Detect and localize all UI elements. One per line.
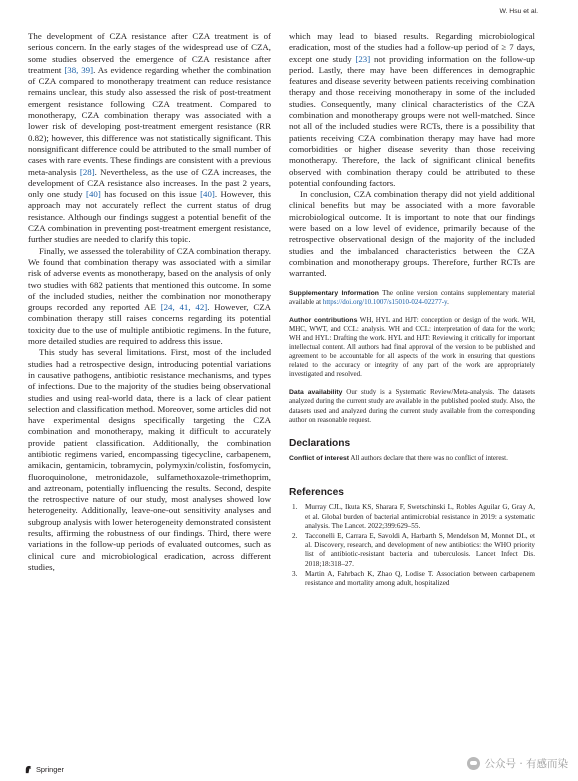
declarations-heading: Declarations <box>289 437 351 449</box>
reference-number: 3. <box>292 569 298 578</box>
springer-horse-icon <box>24 765 33 774</box>
reference-list <box>289 503 535 588</box>
body-paragraph <box>289 189 535 279</box>
paragraph-text: . As evidence regarding whether the combination of CZA compared to monotherapy treatment can reduce resistance remains unclear, this study also assessed the risk of post-treatment emergent resistance following CZA treatment. Compared to monotherapy, CZA combination therapy was associated with a lower risk of developing post-treatment emergent resistance (RR 0.82); however, this difference was not statistically significant. This nonsignificant difference could be attributed to the small number of cases with rare events. These findings are consistent with a previous meta-analysis <box>28 64 272 177</box>
reference-item <box>289 570 535 588</box>
author-contributions-label: Author contributions <box>289 316 358 324</box>
citation-link[interactable]: [40] <box>86 189 101 200</box>
paragraph-text: . However, this approach may not accurately reflect the current status of drug resistance. Although our findings suggest a potential benefit of the CZA combination in preventing post-treatment emergent resistance, further studies are needed to clarify this topic. <box>28 189 271 245</box>
supplementary-information <box>289 289 535 307</box>
publisher-logo <box>24 765 64 774</box>
citation-link[interactable]: [40] <box>200 189 215 200</box>
body-paragraph <box>28 31 271 246</box>
paragraph-text: The development of CZA resistance after CZA treatment is of serious concern. In the early stages of the widespread use of CZA, some studies observed the emergence of CZA resistance after treatment <box>28 31 271 75</box>
paragraph-text: . Nevertheless, as the use of CZA increases, the development of CZA resistance also increases. In the past 2 years, only one study <box>28 166 272 200</box>
reference-text: Murray CJL, Ikuta KS, Sharara F, Swetschinski L, Robles Aguilar G, Gray A, et al. Global burden of bacterial antimicrobial resistance in 2019: a systematic analysis. The Lancet. 2022;399:629–55. <box>305 503 535 530</box>
reference-item <box>289 503 535 531</box>
paragraph-text: . However, CZA combination therapy still raises concerns regarding its potential toxicity due to the use of multiple antibiotic regimens. In the future, more detailed studies are required to address this issue. <box>28 302 272 347</box>
supplementary-text: The online version contains supplementary material available at <box>289 288 535 306</box>
references-heading: References <box>289 487 344 499</box>
conflict-of-interest-label: Conflict of interest <box>289 455 350 463</box>
data-availability <box>289 388 535 424</box>
supplementary-end: . <box>447 297 449 306</box>
reference-number: 2. <box>292 532 298 541</box>
reference-text: Tacconelli E, Carrara E, Savoldi A, Harbarth S, Mendelson M, Monnet DL, et al. Discovery, research, and development of new antibiotics: the WHO priority list of antibiotic-resistant bacteria and tuberculosis. Lancet Infect Dis. 2018;18:318–27. <box>305 532 535 568</box>
supplementary-label: Supplementary Information <box>289 289 379 297</box>
citation-link[interactable]: [28] <box>79 166 95 177</box>
paragraph-text: In conclusion, CZA combination therapy did not yield additional clinical benefits but may be associated with a more favorable microbiological outcome. It is important to note that our findings were based on a low level of evidence, primarily because of the retrospective observational design of the majority of the included studies and the imbalanced characteristics between the CZA combination and monotherapy groups. Therefore, further RCTs are warranted. <box>289 189 535 279</box>
wechat-icon <box>467 757 480 770</box>
publisher-name: Springer <box>36 765 64 774</box>
body-paragraph <box>28 246 271 348</box>
paragraph-text: This study has several limitations. First, most of the included studies had a retrospective design, introducing potential variations in causative pathogens, antibiotic resistance mechanisms, and types of infections. Due to the majority of the studies being observational studies and using real-world data, there is a lack of clear patient selection and classification method. Moreover, some articles did not have experimental designs specifically targeting the CZA combination and monotherapy, making it difficult to accurately provide patient classification. Additionally, the combination antibiotic regimens varied, encompassing tigecycline, carbapenem, amikacin, gentamicin, tobramycin, polymyxin/colistin, fosfomycin, fluoroquinolone, metronidazole, sulfamethoxazole-trimethoprim, and aztreonam, potentially influencing the results. Second, despite the retrospective nature of our study, most analyses showed low heterogeneity. Additionally, leave-one-out sensitivity analyses and subgroup analysis with lower heterogeneity demonstrated consistent results, affirming the robustness of our findings. Third, there were variations in the follow-up periods of evaluated outcomes, such as clinical cure and microbiological eradication, across different studies, <box>28 347 271 572</box>
conflict-of-interest <box>289 454 535 463</box>
right-column-body <box>289 31 535 280</box>
paragraph-text: Finally, we assessed the tolerability of CZA combination therapy. We found that combination therapy was associated with a similar risk of adverse events as monotherapy, based on the analysis of only two studies with 682 patients that mentioned this outcome. In some of the included studies, neither the combination nor monotherapy groups recorded any reported AE <box>28 245 271 313</box>
watermark <box>467 756 568 771</box>
running-head: W. Hsu et al. <box>499 8 538 15</box>
left-column <box>28 31 271 573</box>
citation-link[interactable]: [24, 41, 42] <box>160 302 208 313</box>
reference-number: 1. <box>292 503 298 512</box>
watermark-text: 公众号 · 有感而染 <box>484 758 568 770</box>
supplementary-link[interactable]: https://doi.org/10.1007/s15010-024-02277-y <box>322 297 448 306</box>
data-availability-text: Our study is a Systematic Review/Meta-analysis. The datasets analyzed during the current study are available in the published pooled study. Also, the datasets used and analyzed during the current study available from the corresponding author on reasonable request. <box>289 388 535 424</box>
paragraph-text: has focused on this issue <box>100 189 201 200</box>
citation-link[interactable]: [38, 39] <box>64 64 94 75</box>
citation-link[interactable]: [23] <box>355 53 371 64</box>
paragraph-text: which may lead to biased results. Regarding microbiological eradication, most of the studies had a follow-up period of ≥ 7 days, except one study <box>289 31 535 64</box>
body-paragraph <box>289 31 535 189</box>
author-contributions-text: WH, HYL and HJT: conception or design of the work. WH, MHC, WWT, and CCL: analysis. WH and CCL: interpretation of data for the work; WH and HYL: Drafting the work. HYL and HJT: Reviewing it critically for important intellectual content. All authors had final approval of the version to be published and agreement to be accountable for all aspects of the work in ensuring that questions related to the accuracy or integrity of any part of the work are appropriately investigated and resolved. <box>289 315 535 379</box>
reference-item <box>289 532 535 569</box>
author-contributions <box>289 316 535 380</box>
right-column <box>289 31 535 589</box>
reference-text: Martin A, Fahrbach K, Zhao Q, Lodise T. Association between carbapenem resistance and mortality among adult, hospitalized <box>305 569 535 588</box>
data-availability-label: Data availability <box>289 389 343 397</box>
body-paragraph <box>28 347 271 573</box>
conflict-of-interest-text: All authors declare that there was no conflict of interest. <box>349 454 508 463</box>
paragraph-text: not providing information on the follow-up period. Lastly, there may have been differences in demographic features and disease severity between patients receiving combination therapy and those receiving monotherapy in some of the included studies. Consequently, many clinical characteristics of the CZA combination and monotherapy groups were not well-matched. Since not all of the included studies were RCTs, there is a possibility that patients receiving CZA combination therapy may have had more comorbidities or higher disease severity than those receiving monotherapy. Therefore, the lack of significant clinical benefits observed with combination therapy could be attributed to these potential confounding factors. <box>289 53 535 188</box>
